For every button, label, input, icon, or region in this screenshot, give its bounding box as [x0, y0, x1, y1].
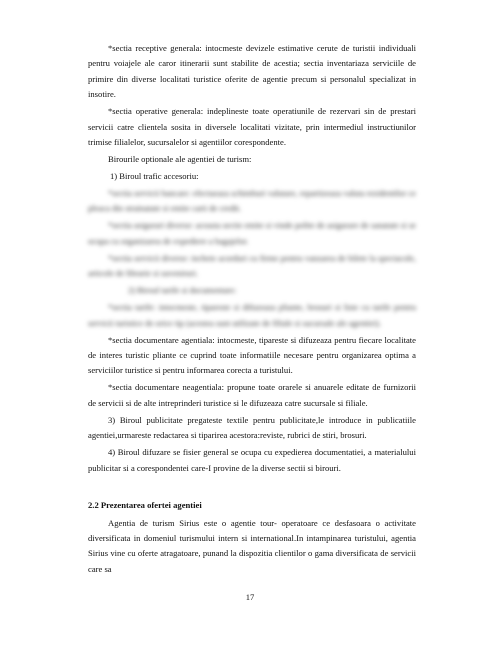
blurred-paragraph-asigurari: *sectia asigurari diverse: aceasta sectie emite si vinde polite de asigurare de sanatate si se ocupa cu organizarea de expediere a bagajelor. — [88, 220, 416, 246]
blurred-heading-biroul-tarife: 2) Biroul tarife si documentare: — [128, 285, 237, 296]
paragraph-sectia-operative: *sectia operative generala: indeplineste toate operatiunile de rezervari sin de prestari servicii catre clientela sosita in diversele localitati vizitate, prin intermediul instructiunilor trimise filialelor, sucursalelor si agentiilor corespondente. — [88, 106, 416, 148]
section-heading: 2.2 Prezentarea ofertei agentiei — [88, 500, 202, 511]
paragraph-sectia-receptive: *sectia receptive generala: intocmeste devizele estimative cerute de turistii individuali pentru voiajele ale caror itinerarii sunt stabilite de acestia; sectia inventariaza serviciile de primire din diverse localitati turistice oferite de agentie precum si personalul specializat in insotire. — [88, 43, 416, 100]
paragraph-biroul-difuzare: 4) Biroul difuzare se fisier general se ocupa cu expedierea documentatiei, a materialului publicitar si a corespondentei care-I provine de la diverse sectii si birouri. — [88, 447, 416, 473]
paragraph-section-text: Agentia de turism Sirius este o agentie tour- operatoare ce desfasoara o activitate diversificata in domeniul turismului intern si international.In intampinarea turistului, agentia Sirius vine cu oferte atragatoare, punand la dispozitia clientilor o gama diversificata de servicii care sa — [88, 517, 416, 574]
paragraph-biroul-trafic: 1) Biroul trafic accesoriu: — [110, 171, 199, 182]
blurred-paragraph-servicii-diverse: *sectia servicii diverse: incheie acorduri cu firme pentru vanzarea de bilete la spectacole, articole de librarie si suveniruri. — [88, 252, 416, 279]
page-body — [88, 41, 416, 579]
paragraph-sectia-documentare: *sectia documentare agentiala: intocmeste, tipareste si difuzeaza pentru fiecare localitate de interes turistic pliante ce cuprind toate informatiile necesare pentru organizarea optima a serviciilor turistice si pentru informarea corecta a turistului. — [88, 334, 416, 376]
paragraph-birouri-optionale: Birourile optionale ale agentiei de turism: — [108, 154, 252, 165]
paragraph-biroul-publicitate: 3) Biroul publicitate pregateste textile pentru publicitate,le introduce in publicatiile agentiei,urmareste redactarea si tiparirea acestora:reviste, rubrici de stiri, brosuri. — [88, 414, 416, 441]
blurred-paragraph-sectia-tarife: *sectia tarife: intocmeste, tipareste si difuzeaza pliante, brosuri si liste cu tarife pentru servicii turistice de orice tip (acestea sunt utilizate de filiale si sucursale ale agentiei). — [88, 302, 416, 328]
blurred-paragraph-servicii-bancare: *sectia servicii bancare: efectueaza schimburi valutare, repartizeaza valuta rezidentilor ce pleaca din strainatate si emite carti de credit. — [88, 188, 416, 214]
paragraph-sectia-neagentiala: *sectia documentare neagentiala: propune toate orarele si anuarele editate de furnizorii de servicii si de alte intreprinderi turistice si le difuzeaza catre sucursale si filiale. — [88, 382, 416, 408]
page-number: 17 — [245, 592, 255, 602]
